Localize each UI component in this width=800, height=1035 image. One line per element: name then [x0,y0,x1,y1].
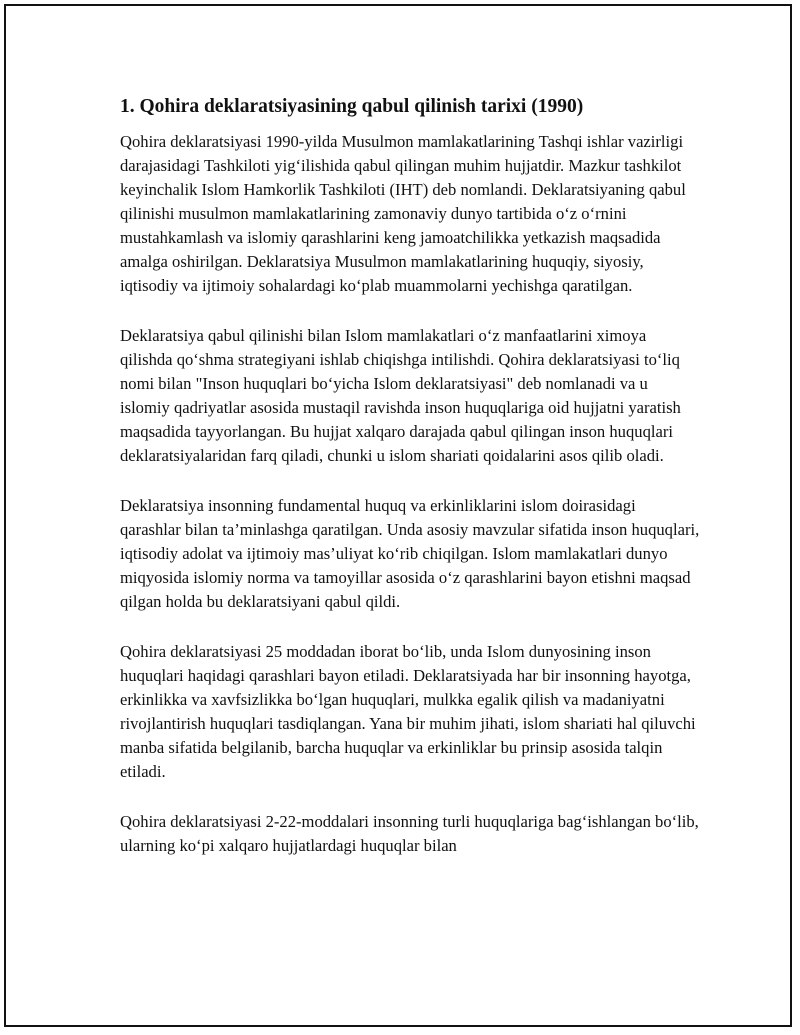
paragraph: Qohira deklaratsiyasi 2-22-moddalari insonning turli huquqlariga bag‘ishlangan bo‘lib, ularning ko‘pi xalqaro hujjatlardagi huquqlar bilan [120,812,699,855]
paragraph: Deklaratsiya insonning fundamental huquq va erkinliklarini islom doirasidagi qarashlar bilan ta’minlashga qaratilgan. Unda asosiy mavzular sifatida inson huquqlari, iqtisodiy adolat va ijtimoiy mas’uliyat ko‘rib chiqilgan. Islom mamlakatlari dunyo miqyosida islomiy norma va tamoyillar asosida o‘z qarashlarini bayon etishni maqsad qilgan holda bu deklaratsiyani qabul qildi. [120,496,700,611]
document-page [4,4,792,1027]
paragraph: Qohira deklaratsiyasi 1990-yilda Musulmon mamlakatlarining Tashqi ishlar vazirligi darajasidagi Tashkiloti yig‘ilishida qabul qilingan muhim hujjatdir. Mazkur tashkilot keyinchalik Islom Hamkorlik Tashkiloti (IHT) deb nomlandi. Deklaratsiyaning qabul qilinishi musulmon mamlakatlarining zamonaviy dunyo tartibida o‘z o‘rnini mustahkamlash va islomiy qarashlarini keng jamoatchilikka yetkazish maqsadida amalga oshirilgan. Deklaratsiya Musulmon mamlakatlarining huquqiy, siyosiy, iqtisodiy va ijtimoiy sohalardagi ko‘plab muammolarni yechishga qaratilgan. [120,132,686,295]
document-body [120,94,700,858]
paragraph: Qohira deklaratsiyasi 25 moddadan iborat bo‘lib, unda Islom dunyosining inson huquqlari haqidagi qarashlari bayon etiladi. Deklaratsiyada har bir insonning hayotga, erkinlikka va xavfsizlikka bo‘lgan huquqlari, mulkka egalik qilish va madaniyatni rivojlantirish huquqlari tasdiqlangan. Yana bir muhim jihati, islom shariati hal qiluvchi manba sifatida belgilanib, barcha huquqlar va erkinliklar bu prinsip asosida talqin etiladi. [120,642,696,781]
paragraph: Deklaratsiya qabul qilinishi bilan Islom mamlakatlari o‘z manfaatlarini ximoya qilishda qo‘shma strategiyani ishlab chiqishga intilishdi. Qohira deklaratsiyasi to‘liq nomi bilan "Inson huquqlari bo‘yicha Islom deklaratsiyasi" deb nomlanadi va u islomiy qadriyatlar asosida mustaqil ravishda inson huquqlariga oid hujjatni yaratish maqsadida tayyorlangan. Bu hujjat xalqaro darajada qabul qilingan inson huquqlari deklaratsiyalaridan farq qiladi, chunki u islom shariati qoidalarini asos qilib oladi. [120,326,681,465]
section-heading: 1. Qohira deklaratsiyasining qabul qilinish tarixi (1990) [120,96,584,117]
